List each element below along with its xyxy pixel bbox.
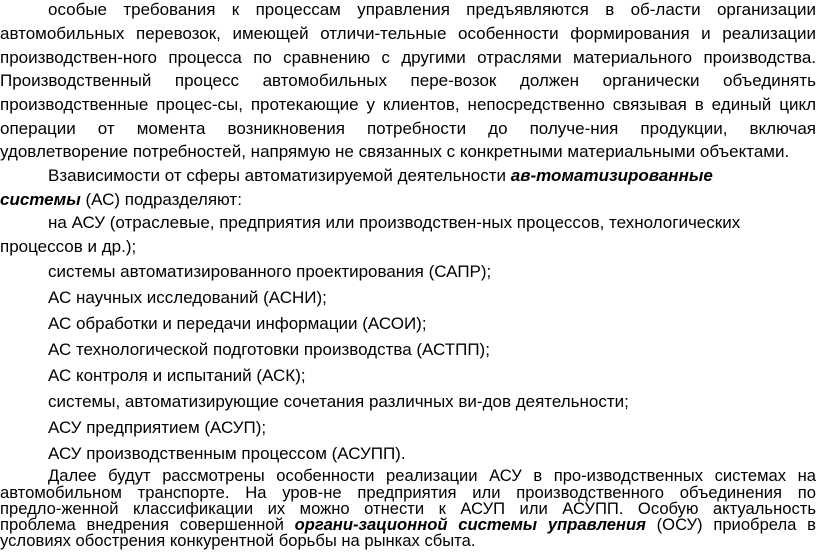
- paragraph-3-line-3: предло-женной классификации их можно отнести к АСУП или АСУПП. Особую актуальность: [0, 499, 816, 518]
- list-item: АС контроля и испытаний (АСК);: [48, 366, 306, 385]
- list-item: системы, автоматизирующие сочетания различных ви-дов деятельности;: [48, 392, 629, 411]
- paragraph-2-line-1: [48, 164, 816, 188]
- paragraph-1-line-6: операции от момента возникновения потребности до получе-ния продукции, включая: [0, 119, 816, 138]
- list-item: на АСУ (отраслевые, предприятия или производствен-ных процессов, технологических: [48, 213, 741, 232]
- list-item: АС обработки и передачи информации (АСОИ);: [48, 314, 427, 333]
- paragraph-1-line-2: автомобильных перевозок, имеющей отличи-тельные особенности формирования и реализации: [0, 24, 816, 43]
- paragraph-3-line-2: автомобильном транспорте. На уров-не предприятия или производственного объединения по: [0, 483, 816, 502]
- list-item: АС научных исследований (АСНИ);: [48, 288, 327, 307]
- paragraph-1-line-7: удовлетворение потребностей, напрямую не связанных с конкретными материальными объектами.: [0, 142, 790, 161]
- paragraph-3-line-5: условиях обострения конкурентной борьбы на рынках сбыта.: [0, 531, 476, 550]
- emphasis-term: системы: [0, 190, 81, 209]
- paragraph-3-line-1: Далее будут рассмотрены особенности реализации АСУ в про-изводственных системах на: [48, 466, 816, 485]
- emphasis-term: ав-томатизированные: [510, 166, 713, 185]
- paragraph-2-text: Взависимости от сферы автоматизируемой деятельности: [48, 166, 511, 185]
- list-item-continuation: процессов и др.);: [0, 237, 137, 256]
- list-item: АСУ производственным процессом (АСУПП).: [48, 444, 406, 463]
- paragraph-1-line-1: особые требования к процессам управления предъявляются в об-ласти организации: [48, 0, 816, 19]
- paragraph-1-line-5: производственные процес-сы, протекающие у клиентов, непосредственно связывая в единый цикл: [0, 95, 816, 114]
- list-item: АСУ предприятием (АСУП);: [48, 418, 267, 437]
- paragraph-3-text: (ОСУ) приобрела в: [645, 515, 816, 534]
- list-item: АС технологической подготовки производства (АСТПП);: [48, 340, 490, 359]
- paragraph-1-line-4: Производственный процесс автомобильных пере-возок должен органически объединять: [0, 71, 816, 90]
- paragraph-2-text: (АС) подразделяют:: [80, 190, 242, 209]
- paragraph-3-text: проблема внедрения совершенной: [0, 515, 295, 534]
- list-item: системы автоматизированного проектирования (САПР);: [48, 262, 492, 281]
- emphasis-term: органи-зационной системы управления: [294, 515, 646, 534]
- paragraph-2-line-2: [0, 188, 816, 212]
- paragraph-1-line-3: производствен-ного процесса по сравнению с другими отраслями материального производства.: [0, 48, 816, 67]
